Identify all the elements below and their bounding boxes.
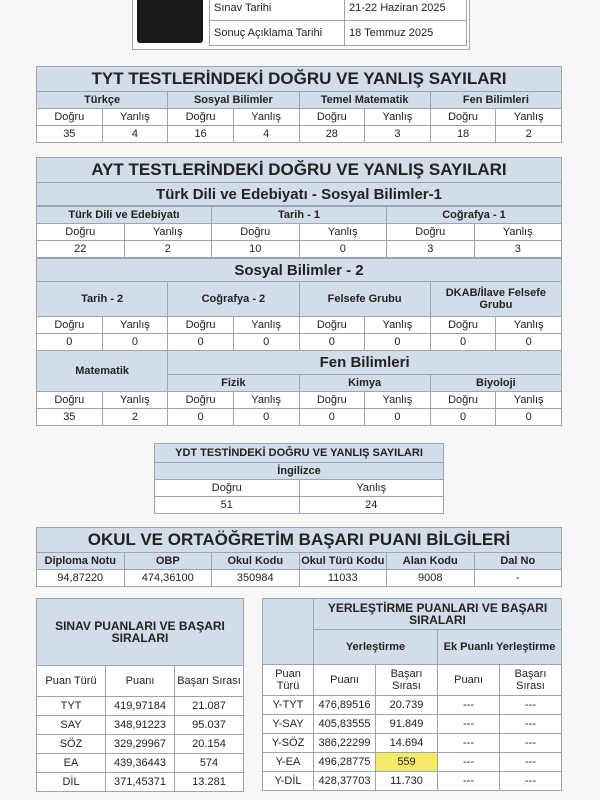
ayt-value: 0 xyxy=(430,334,496,351)
sinav-col-sira: Başarı Sırası xyxy=(175,666,244,697)
yer-sira: 91.849 xyxy=(376,715,438,734)
yer-tur: Y-SAY xyxy=(263,715,314,734)
dogru-label: Doğru xyxy=(168,109,234,126)
ayt-value: 0 xyxy=(168,334,234,351)
sinav-sira: 95.037 xyxy=(175,716,244,735)
dogru-label: Doğru xyxy=(37,392,103,409)
tyt-value: 3 xyxy=(365,126,431,143)
ayt-value: 0 xyxy=(299,241,387,258)
okul-title: OKUL VE ORTAÖĞRETİM BAŞARI PUANI BİLGİLERİ xyxy=(37,528,562,553)
yanlis-label: Yanlış xyxy=(299,224,387,241)
sinav-tarihi-value: 21-22 Haziran 2025 xyxy=(345,0,467,21)
dogru-label: Doğru xyxy=(387,224,475,241)
dogru-label: Doğru xyxy=(37,317,103,334)
dogru-label: Doğru xyxy=(212,224,300,241)
yer-ek-sira: --- xyxy=(500,772,562,791)
ayt-value: 10 xyxy=(212,241,300,258)
okul-value: 11033 xyxy=(299,570,387,587)
sonuc-tarihi-value: 18 Temmuz 2025 xyxy=(345,21,467,46)
okul-value: - xyxy=(474,570,562,587)
yanlis-label: Yanlış xyxy=(102,109,168,126)
sinav-tur: SÖZ xyxy=(37,735,106,754)
dogru-label: Doğru xyxy=(37,224,125,241)
yer-col-sira: Başarı Sırası xyxy=(376,665,438,696)
yer-ek-puan: --- xyxy=(438,734,500,753)
okul-header: Dal No xyxy=(474,553,562,570)
ayt-section xyxy=(36,157,562,426)
ydt-lang: İngilizce xyxy=(155,463,444,480)
yanlis-label: Yanlış xyxy=(124,224,212,241)
okul-header: OBP xyxy=(124,553,212,570)
yanlis-label: Yanlış xyxy=(474,224,562,241)
sinav-puan: 419,97184 xyxy=(106,697,175,716)
dogru-label: Doğru xyxy=(299,109,365,126)
yer-sira: 20.739 xyxy=(376,696,438,715)
sinav-sira: 13.281 xyxy=(175,773,244,792)
ayt-value: 0 xyxy=(233,334,299,351)
yer-yerlestirme: Yerleştirme xyxy=(314,630,438,665)
yer-tur: Y-DİL xyxy=(263,772,314,791)
sinav-title: SINAV PUANLARI VE BAŞARI SIRALARI xyxy=(37,599,244,666)
yer-puan: 405,83555 xyxy=(314,715,376,734)
yer-ek-sira: --- xyxy=(500,734,562,753)
header-box xyxy=(132,0,470,50)
yer-ek-sira: --- xyxy=(500,753,562,772)
ydt-yanlis-value: 24 xyxy=(299,497,444,514)
ayt-value: 0 xyxy=(496,409,562,426)
sinav-section xyxy=(36,598,244,792)
sinav-tur: EA xyxy=(37,754,106,773)
yer-puan: 428,37703 xyxy=(314,772,376,791)
sinav-sira: 21.087 xyxy=(175,697,244,716)
fen-subject: Biyoloji xyxy=(430,374,561,391)
sinav-tur: SAY xyxy=(37,716,106,735)
okul-header: Diploma Notu xyxy=(37,553,125,570)
yanlis-label: Yanlış xyxy=(365,392,431,409)
okul-value: 474,36100 xyxy=(124,570,212,587)
tyt-title: TYT TESTLERİNDEKİ DOĞRU VE YANLIŞ SAYILARI xyxy=(37,67,562,92)
ayt-value: 22 xyxy=(37,241,125,258)
yanlis-label: Yanlış xyxy=(233,392,299,409)
dogru-label: Doğru xyxy=(430,392,496,409)
tyt-value: 4 xyxy=(233,126,299,143)
sinav-sira: 20.154 xyxy=(175,735,244,754)
dogru-label: Doğru xyxy=(299,392,365,409)
tyt-value: 4 xyxy=(102,126,168,143)
yer-ek-sira: --- xyxy=(500,715,562,734)
yer-ek-puan: --- xyxy=(438,753,500,772)
yer-puan: 386,22299 xyxy=(314,734,376,753)
sinav-tarihi-label: Sınav Tarihi xyxy=(210,0,345,21)
ayt-value: 0 xyxy=(299,334,365,351)
sinav-col-puan: Puanı xyxy=(106,666,175,697)
ayt-value: 2 xyxy=(102,409,168,426)
ayt-title: AYT TESTLERİNDEKİ DOĞRU VE YANLIŞ SAYILARI xyxy=(37,158,562,183)
dogru-label: Doğru xyxy=(168,392,234,409)
yer-sira: 11.730 xyxy=(376,772,438,791)
ayt-subject: Türk Dili ve Edebiyatı xyxy=(37,207,212,224)
yer-puan: 476,89516 xyxy=(314,696,376,715)
sinav-puan: 371,45371 xyxy=(106,773,175,792)
yanlis-label: Yanlış xyxy=(233,317,299,334)
tyt-value: 16 xyxy=(168,126,234,143)
yer-tur: Y-TYT xyxy=(263,696,314,715)
okul-value: 94,87220 xyxy=(37,570,125,587)
ayt-subject: Coğrafya - 1 xyxy=(387,207,562,224)
sinav-col-tur: Puan Türü xyxy=(37,666,106,697)
ayt-value: 3 xyxy=(387,241,475,258)
yer-title: YERLEŞTİRME PUANLARI VE BAŞARI SIRALARI xyxy=(314,599,562,630)
sinav-puan: 329,29967 xyxy=(106,735,175,754)
ayt-subject: Felsefe Grubu xyxy=(299,282,430,317)
tyt-section xyxy=(36,66,562,143)
sinav-puan: 348,91223 xyxy=(106,716,175,735)
okul-section xyxy=(36,527,562,587)
yanlis-label: Yanlış xyxy=(102,317,168,334)
ayt-value: 35 xyxy=(37,409,103,426)
yanlis-label: Yanlış xyxy=(365,109,431,126)
dogru-label: Doğru xyxy=(168,317,234,334)
sinav-puan: 439,36443 xyxy=(106,754,175,773)
dogru-label: Doğru xyxy=(155,480,300,497)
ayt-subject: Tarih - 1 xyxy=(212,207,387,224)
yer-tur: Y-EA xyxy=(263,753,314,772)
yer-ek-sira: --- xyxy=(500,696,562,715)
yer-sira: 14.694 xyxy=(376,734,438,753)
redacted-block xyxy=(137,0,203,43)
ydt-section xyxy=(154,443,444,514)
yer-puan: 496,28775 xyxy=(314,753,376,772)
dogru-label: Doğru xyxy=(37,109,103,126)
ayt-value: 0 xyxy=(168,409,234,426)
yanlis-label: Yanlış xyxy=(496,392,562,409)
ayt-subject: DKAB/İlave Felsefe Grubu xyxy=(430,282,561,317)
yer-ek: Ek Puanlı Yerleştirme xyxy=(438,630,562,665)
tyt-subject: Türkçe xyxy=(37,92,168,109)
dogru-label: Doğru xyxy=(430,317,496,334)
yer-sira-highlighted: 559 xyxy=(376,753,438,772)
tyt-value: 35 xyxy=(37,126,103,143)
okul-header: Alan Kodu xyxy=(387,553,475,570)
dogru-label: Doğru xyxy=(299,317,365,334)
ayt-section1-title: Türk Dili ve Edebiyatı - Sosyal Bilimler-1 xyxy=(37,183,562,206)
ayt-value: 3 xyxy=(474,241,562,258)
yer-col-ek-puan: Puanı xyxy=(438,665,500,696)
okul-value: 9008 xyxy=(387,570,475,587)
ayt-section2-title: Sosyal Bilimler - 2 xyxy=(37,259,562,282)
yanlis-label: Yanlış xyxy=(102,392,168,409)
ayt-value: 0 xyxy=(365,409,431,426)
ydt-dogru-value: 51 xyxy=(155,497,300,514)
yer-ek-puan: --- xyxy=(438,715,500,734)
ayt-subject: Coğrafya - 2 xyxy=(168,282,299,317)
okul-header: Okul Türü Kodu xyxy=(299,553,387,570)
yer-ek-puan: --- xyxy=(438,772,500,791)
fen-subject: Fizik xyxy=(168,374,299,391)
yer-ek-puan: --- xyxy=(438,696,500,715)
yanlis-label: Yanlış xyxy=(233,109,299,126)
tyt-value: 28 xyxy=(299,126,365,143)
tyt-subject: Fen Bilimleri xyxy=(430,92,561,109)
ayt-value: 2 xyxy=(124,241,212,258)
sinav-tur: DİL xyxy=(37,773,106,792)
ayt-value: 0 xyxy=(233,409,299,426)
matematik-label: Matematik xyxy=(37,351,168,392)
yanlis-label: Yanlış xyxy=(365,317,431,334)
dogru-label: Doğru xyxy=(430,109,496,126)
sinav-sira: 574 xyxy=(175,754,244,773)
yerlestirme-section xyxy=(262,598,562,791)
sinav-tur: TYT xyxy=(37,697,106,716)
yer-col-puan: Puanı xyxy=(314,665,376,696)
okul-header: Okul Kodu xyxy=(212,553,300,570)
yanlis-label: Yanlış xyxy=(299,480,444,497)
yanlis-label: Yanlış xyxy=(496,317,562,334)
yer-tur: Y-SÖZ xyxy=(263,734,314,753)
okul-value: 350984 xyxy=(212,570,300,587)
sonuc-tarihi-label: Sonuç Açıklama Tarihi xyxy=(210,21,345,46)
ayt-subject: Tarih - 2 xyxy=(37,282,168,317)
tyt-value: 18 xyxy=(430,126,496,143)
ayt-value: 0 xyxy=(299,409,365,426)
ayt-value: 0 xyxy=(365,334,431,351)
ayt-value: 0 xyxy=(496,334,562,351)
fen-subject: Kimya xyxy=(299,374,430,391)
ayt-value: 0 xyxy=(102,334,168,351)
ydt-title: YDT TESTİNDEKİ DOĞRU VE YANLIŞ SAYILARI xyxy=(155,444,444,463)
yer-blank xyxy=(263,599,314,665)
tyt-value: 2 xyxy=(496,126,562,143)
tyt-subject: Temel Matematik xyxy=(299,92,430,109)
fen-title: Fen Bilimleri xyxy=(168,351,562,375)
yer-col-tur: Puan Türü xyxy=(263,665,314,696)
yer-col-ek-sira: Başarı Sırası xyxy=(500,665,562,696)
ayt-value: 0 xyxy=(37,334,103,351)
tyt-subject: Sosyal Bilimler xyxy=(168,92,299,109)
ayt-value: 0 xyxy=(430,409,496,426)
yanlis-label: Yanlış xyxy=(496,109,562,126)
